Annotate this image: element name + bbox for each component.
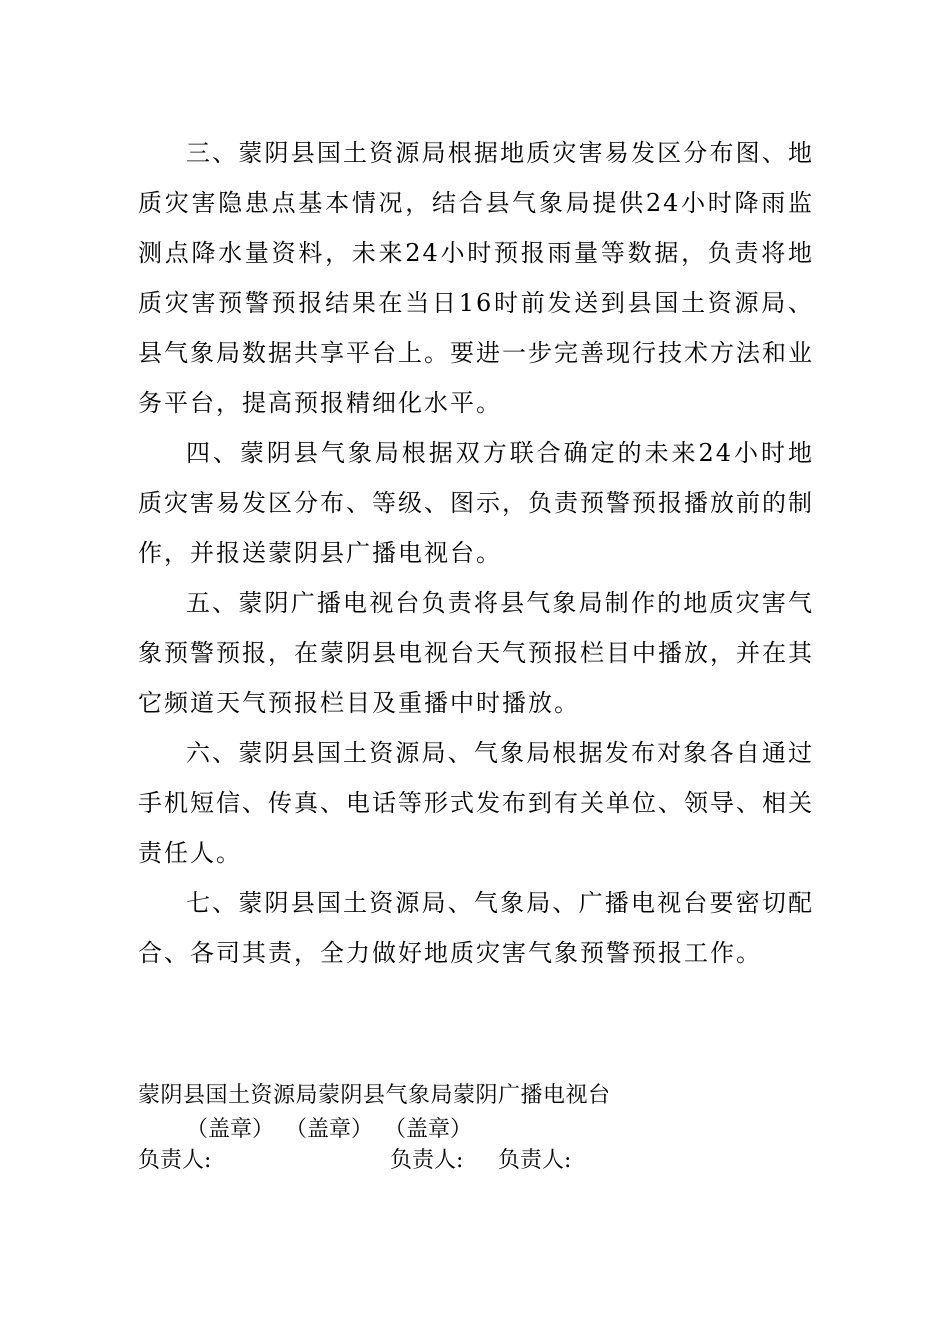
paragraph-7: 七、蒙阴县国土资源局、气象局、广播电视台要密切配合、各司其责，全力做好地质灾害气象预警预报工作。 [138, 889, 814, 967]
stamp-placeholder: （盖章） [285, 1117, 374, 1142]
paragraph-6: 六、蒙阴县国土资源局、气象局根据发布对象各自通过手机短信、传真、电话等形式发布到有关单位、领导、相关责任人。 [138, 739, 814, 867]
document-body [138, 128, 814, 978]
signer-label: 负责人: [498, 1148, 572, 1173]
stamp-placeholder: （盖章） [186, 1117, 275, 1142]
signer-label: 负责人: [390, 1148, 464, 1173]
stamp-placeholder: （盖章） [384, 1117, 473, 1142]
paragraph-5: 五、蒙阴广播电视台负责将县气象局制作的地质灾害气象预警预报，在蒙阴县电视台天气预报栏目中播放，并在其它频道天气预报栏目及重播中时播放。 [138, 589, 814, 717]
signature-block [138, 1077, 814, 1177]
stamp-placeholders [138, 1115, 814, 1145]
issuing-organizations: 蒙阴县国土资源局蒙阴县气象局蒙阴广播电视台 [138, 1083, 611, 1108]
signer-label: 负责人: [138, 1148, 212, 1173]
signer-line [138, 1145, 814, 1177]
paragraph-3: 三、蒙阴县国土资源局根据地质灾害易发区分布图、地质灾害隐患点基本情况，结合县气象局提供24小时降雨监测点降水量资料，未来24小时预报雨量等数据，负责将地质灾害预警预报结果在当日16时前发送到县国土资源局、县气象局数据共享平台上。要进一步完善现行技术方法和业务平台，提高预报精细化水平。 [138, 139, 814, 417]
paragraph-4: 四、蒙阴县气象局根据双方联合确定的未来24小时地质灾害易发区分布、等级、图示，负责预警预报播放前的制作，并报送蒙阴县广播电视台。 [138, 439, 814, 567]
